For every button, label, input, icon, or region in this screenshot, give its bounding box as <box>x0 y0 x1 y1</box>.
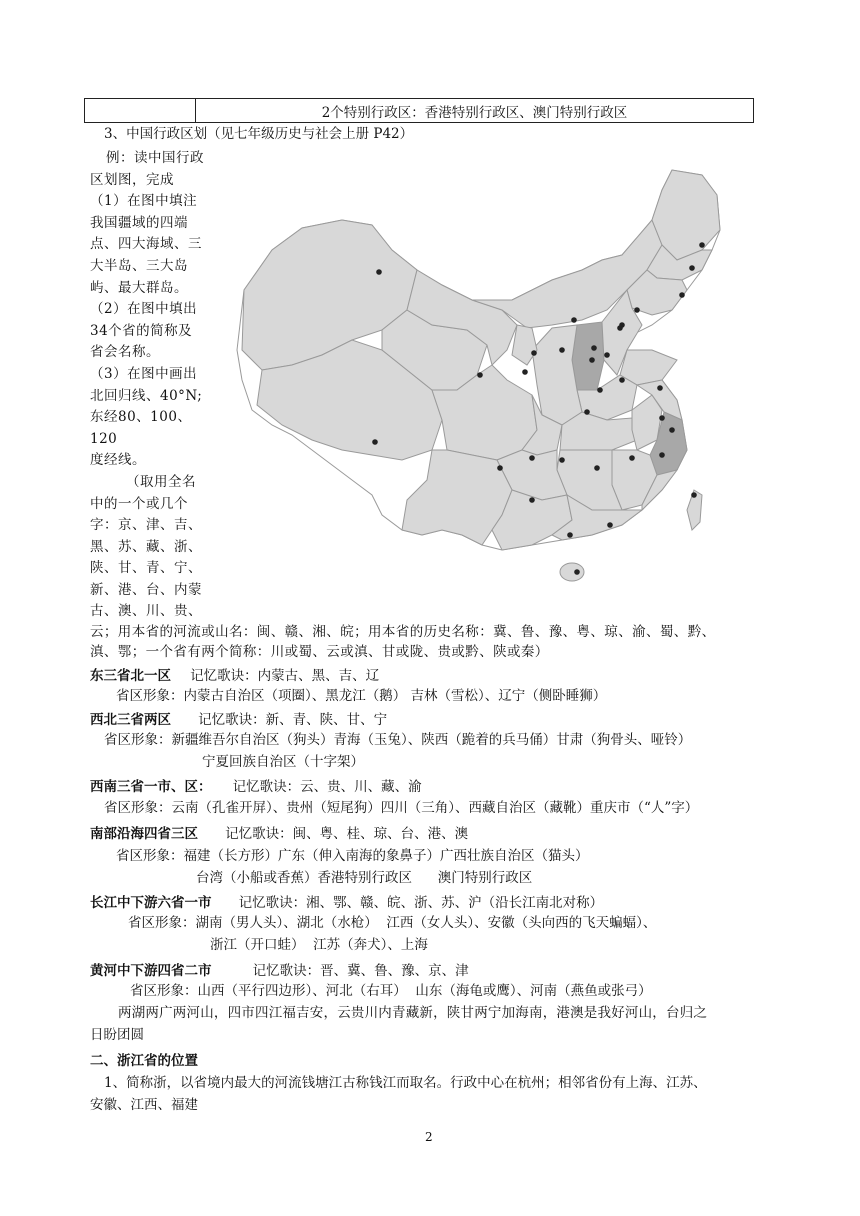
capital-dot <box>591 345 597 351</box>
group-title: 西北三省两区 <box>90 712 171 728</box>
group-mnemonic: 记忆歌诀：新、青、陕、甘、宁 <box>198 712 388 728</box>
capital-dot <box>607 522 613 528</box>
capital-dot <box>634 307 640 313</box>
capital-dot <box>589 357 595 363</box>
group-shapes: 台湾（小船或香蕉）香港特别行政区 澳门特别行政区 <box>196 870 533 886</box>
group-yangtze <box>90 891 603 914</box>
group-shapes: 省区形象：福建（长方形）广东（伸入南海的象鼻子）广西壮族自治区（猫头） <box>116 848 589 864</box>
capital-dot <box>679 292 685 298</box>
side-line: 屿、最大群岛。 <box>90 279 188 296</box>
side-line: 字：京、津、吉、 <box>90 517 202 534</box>
capital-dot <box>604 352 610 358</box>
side-line: （取用全名 <box>126 473 196 490</box>
capital-dot <box>529 455 535 461</box>
capital-dot <box>594 465 600 471</box>
side-line: 古、澳、川、贵、 <box>90 603 202 620</box>
capital-dot <box>657 385 663 391</box>
capital-dot <box>691 492 697 498</box>
table-row <box>85 99 754 123</box>
side-line: （1）在图中填注 <box>90 193 198 210</box>
group-mnemonic: 记忆歌诀：内蒙古、黑、吉、辽 <box>190 668 380 684</box>
section3-title: 3、中国行政区划（见七年级历史与社会上册 P42） <box>104 126 414 142</box>
group-title: 长江中下游六省一市 <box>90 895 212 911</box>
capital-dot <box>619 377 625 383</box>
region-table <box>84 98 754 123</box>
side-line: 点、四大海域、三 <box>90 236 202 253</box>
table-cell <box>85 99 196 123</box>
side-line: （3）在图中画出 <box>90 365 198 382</box>
side-line: 大半岛、三大岛 <box>90 257 188 274</box>
side-line: 度经线。 <box>90 452 146 469</box>
capital-dot <box>574 569 580 575</box>
capital-dot <box>559 457 565 463</box>
exercise-text <box>90 148 210 623</box>
side-line: 新、港、台、内蒙 <box>90 581 202 598</box>
side-line: 区划图，完成 <box>90 171 174 188</box>
summary-line-1: 两湖两广两河山，四市四江福吉安，云贵川内青藏新，陕甘两宁加海南，港澳是我好河山，台归之 <box>118 1005 708 1021</box>
side-line: 省会名称。 <box>90 344 160 361</box>
side-line: 东经80、100、120 <box>90 409 192 447</box>
zhejiang-line-1: 1、简称浙，以省境内最大的河流钱塘江古称钱江而取名。行政中心在杭州；相邻省份有上海、江苏、 <box>104 1075 707 1091</box>
capital-dot <box>372 439 378 445</box>
capital-dot <box>477 372 483 378</box>
abbr-line-2: 滇、鄂；一个省有两个简称：川或蜀、云或滇、甘或陇、贵或黔、陕或秦） <box>90 644 549 660</box>
page-number: 2 <box>425 1130 433 1144</box>
capital-dot <box>617 325 623 331</box>
table-cell: 2个特别行政区：香港特别行政区、澳门特别行政区 <box>196 99 754 123</box>
capital-dot <box>669 427 675 433</box>
group-mnemonic: 记忆歌诀：闽、粤、桂、琼、台、港、澳 <box>225 826 469 842</box>
group-shapes: 省区形象：新疆维吾尔自治区（狗头）青海（玉兔）、陕西（跪着的兵马俑）甘肃（狗骨头、哑铃） <box>104 732 692 748</box>
group-title: 南部沿海四省三区 <box>90 826 198 842</box>
capital-dot <box>659 452 665 458</box>
side-line: 例：读中国行政 <box>106 150 204 166</box>
china-map <box>232 150 732 610</box>
region-hainan <box>560 563 584 581</box>
side-line: 我国疆域的四端 <box>90 214 188 231</box>
group-shapes: 省区形象：云南（孔雀开屏）、贵州（短尾狗）四川（三角）、西藏自治区（藏靴）重庆市（“人”字） <box>104 800 699 816</box>
capital-dot <box>699 242 705 248</box>
group-shapes: 宁夏回族自治区（十字架） <box>202 754 364 770</box>
group-mnemonic: 记忆歌诀：云、贵、川、藏、渝 <box>232 779 422 795</box>
capital-dot <box>659 415 665 421</box>
capital-dot <box>497 465 503 471</box>
capital-dot <box>689 265 695 271</box>
capital-dot <box>597 387 603 393</box>
side-line: （2）在图中填出 <box>90 301 198 318</box>
capital-dot <box>531 350 537 356</box>
group-title: 黄河中下游四省二市 <box>90 963 212 979</box>
capital-dot <box>522 369 528 375</box>
group-shapes: 省区形象：内蒙古自治区（项圈）、黑龙江（鹅） 吉林（雪松）、辽宁（侧卧睡狮） <box>116 688 607 704</box>
group-shapes: 省区形象：湖南（男人头）、湖北（水枪） 江西（女人头）、安徽（头向西的飞天蝙蝠）、 <box>128 915 657 931</box>
capital-dot <box>529 497 535 503</box>
side-line: 34个省的简称及 <box>90 322 193 339</box>
zhejiang-line-2: 安徽、江西、福建 <box>90 1097 198 1113</box>
summary-line-2: 日盼团圆 <box>90 1027 144 1043</box>
capital-dot <box>376 269 382 275</box>
side-line: 中的一个或几个 <box>90 495 188 512</box>
group-northeast <box>90 664 379 687</box>
group-mnemonic: 记忆歌诀：湘、鄂、赣、皖、浙、苏、沪（沿长江南北对称） <box>238 895 604 911</box>
group-southwest <box>90 775 422 798</box>
abbr-line-1: 云；用本省的河流或山名：闽、赣、湘、皖；用本省的历史名称：冀、鲁、豫、粤、琼、渝、蜀、黔、 <box>90 624 716 640</box>
side-line: 陕、甘、青、宁、 <box>90 560 202 577</box>
group-mnemonic: 记忆歌诀：晋、冀、鲁、豫、京、津 <box>252 963 469 979</box>
capital-dot <box>629 455 635 461</box>
group-yellow-river <box>90 959 469 982</box>
capital-dot <box>584 409 590 415</box>
group-shapes: 省区形象：山西（平行四边形）、河北（右耳） 山东（海龟或鹰）、河南（燕鱼或张弓） <box>130 983 652 999</box>
region-shanxi <box>572 322 604 390</box>
group-title: 东三省北一区 <box>90 668 171 684</box>
capital-dot <box>567 532 573 538</box>
group-shapes: 浙江（开口蛙） 江苏（奔犬）、上海 <box>210 937 428 953</box>
capital-dot <box>559 347 565 353</box>
side-line: 北回归线、40°N; <box>90 387 203 404</box>
group-south-coast <box>90 822 468 845</box>
side-line: 黑、苏、藏、浙、 <box>90 538 202 555</box>
section2-title: 二、浙江省的位置 <box>90 1053 198 1069</box>
group-northwest <box>90 708 387 731</box>
group-title: 西南三省一市、区： <box>90 779 212 795</box>
capital-dot <box>571 317 577 323</box>
